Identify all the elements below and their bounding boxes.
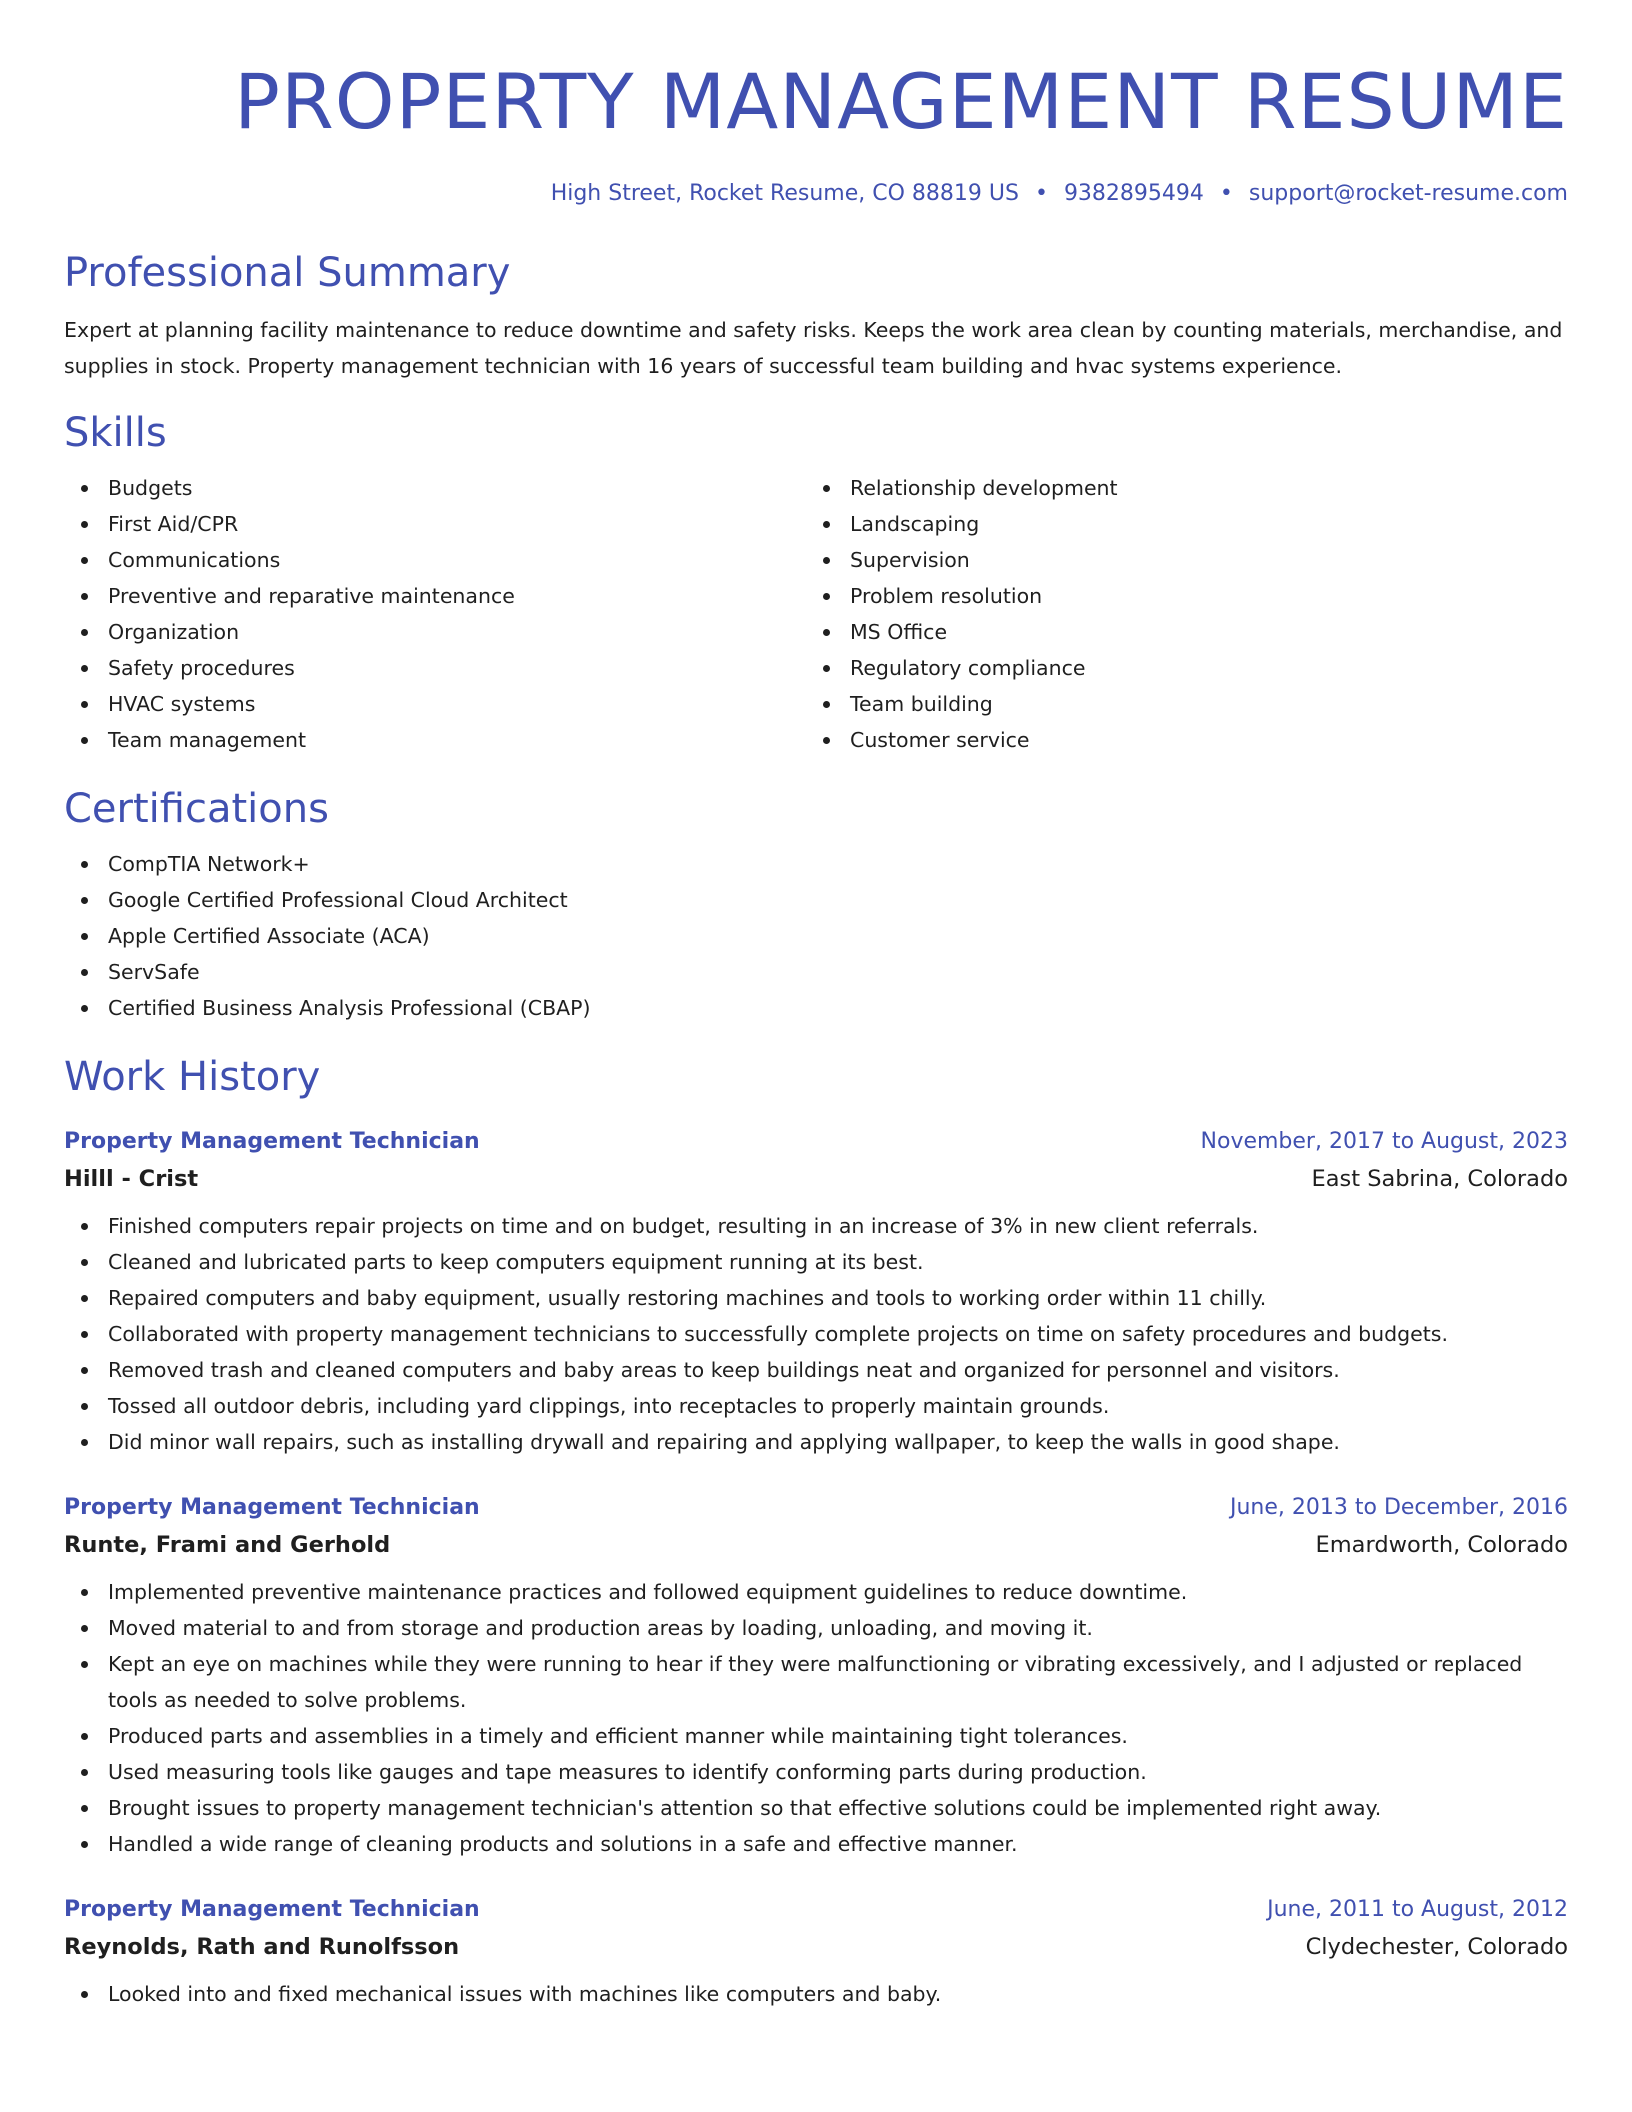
contact-separator: • — [1219, 181, 1233, 206]
resume-header — [64, 0, 1568, 210]
job-header-row — [64, 1124, 1568, 1160]
job-bullet: Collaborated with property management technicians to successfully complete projects on time on safety procedures and budgets. — [108, 1316, 1568, 1352]
job-header-row — [64, 1892, 1568, 1928]
job-bullets — [64, 1208, 1568, 1460]
job-bullet: Implemented preventive maintenance practices and followed equipment guidelines to reduce downtime. — [108, 1574, 1568, 1610]
job-entry — [64, 1490, 1568, 1862]
certification-item: CompTIA Network+ — [108, 846, 1568, 882]
skill-item: Organization — [108, 614, 806, 650]
section-title-certifications: Certifications — [64, 786, 329, 832]
section-title-summary: Professional Summary — [64, 250, 511, 296]
job-location: East Sabrina, Colorado — [1311, 1166, 1568, 1192]
section-title-work-history: Work History — [64, 1054, 321, 1100]
skill-item: Preventive and reparative maintenance — [108, 578, 806, 614]
job-bullets — [64, 1976, 1568, 2012]
section-title-skills: Skills — [64, 410, 167, 456]
contact-email[interactable]: support@rocket-resume.com — [1248, 181, 1568, 206]
job-company: Reynolds, Rath and Runolfsson — [64, 1934, 460, 1960]
job-location: Emardworth, Colorado — [1315, 1532, 1568, 1558]
skills-column-left — [64, 470, 806, 758]
job-bullet: Tossed all outdoor debris, including yard clippings, into receptacles to properly maintain grounds. — [108, 1388, 1568, 1424]
job-company: Hilll - Crist — [64, 1166, 199, 1192]
skill-item: Regulatory compliance — [850, 650, 1548, 686]
contact-line — [64, 178, 1568, 210]
certification-item: ServSafe — [108, 954, 1568, 990]
skill-item: Customer service — [850, 722, 1548, 758]
job-bullet: Kept an eye on machines while they were running to hear if they were malfunctioning or vibrating excessively, and I adjusted or replaced tools as needed to solve problems. — [108, 1646, 1568, 1718]
job-title: Property Management Technician — [64, 1129, 480, 1154]
summary-text: Expert at planning facility maintenance to reduce downtime and safety risks. Keeps the work area clean by counting materials, merchandise, and supplies in stock. Property management technician with 16 years of successful team building and hvac systems experience. — [64, 318, 1563, 378]
contact-separator: • — [1034, 181, 1048, 206]
skill-item: Team management — [108, 722, 806, 758]
certification-item: Google Certified Professional Cloud Architect — [108, 882, 1568, 918]
skills-list — [64, 470, 1568, 758]
resume-title: PROPERTY MANAGEMENT RESUME — [234, 57, 1568, 146]
skill-item: Problem resolution — [850, 578, 1548, 614]
job-bullet: Looked into and fixed mechanical issues with machines like computers and baby. — [108, 1976, 1568, 2012]
job-bullet: Finished computers repair projects on time and on budget, resulting in an increase of 3% in new client referrals. — [108, 1208, 1568, 1244]
job-company-row — [64, 1526, 1568, 1564]
skill-item: Budgets — [108, 470, 806, 506]
job-title: Property Management Technician — [64, 1897, 480, 1922]
skill-item: Landscaping — [850, 506, 1548, 542]
certifications-list — [64, 846, 1568, 1026]
job-location: Clydechester, Colorado — [1305, 1934, 1568, 1960]
job-bullet: Cleaned and lubricated parts to keep computers equipment running at its best. — [108, 1244, 1568, 1280]
job-bullet: Brought issues to property management technician's attention so that effective solutions could be implemented right away. — [108, 1790, 1568, 1826]
job-bullet: Produced parts and assemblies in a timely and efficient manner while maintaining tight tolerances. — [108, 1718, 1568, 1754]
job-company: Runte, Frami and Gerhold — [64, 1532, 391, 1558]
skill-item: Relationship development — [850, 470, 1548, 506]
skill-item: First Aid/CPR — [108, 506, 806, 542]
job-dates: November, 2017 to August, 2023 — [1200, 1129, 1568, 1154]
job-header-row — [64, 1490, 1568, 1526]
job-company-row — [64, 1160, 1568, 1198]
job-company-row — [64, 1928, 1568, 1966]
contact-phone: 9382895494 — [1063, 181, 1204, 206]
job-title: Property Management Technician — [64, 1495, 480, 1520]
certification-item: Certified Business Analysis Professional (CBAP) — [108, 990, 1568, 1026]
job-entry — [64, 1892, 1568, 2012]
certification-item: Apple Certified Associate (ACA) — [108, 918, 1568, 954]
contact-address: High Street, Rocket Resume, CO 88819 US — [550, 181, 1019, 206]
skill-item: Communications — [108, 542, 806, 578]
job-bullet: Repaired computers and baby equipment, usually restoring machines and tools to working order within 11 chilly. — [108, 1280, 1568, 1316]
resume-page — [64, 0, 1568, 2012]
skills-column-right — [806, 470, 1548, 758]
job-bullet: Handled a wide range of cleaning products and solutions in a safe and effective manner. — [108, 1826, 1568, 1862]
skill-item: MS Office — [850, 614, 1548, 650]
job-bullets — [64, 1574, 1568, 1862]
job-bullet: Did minor wall repairs, such as installing drywall and repairing and applying wallpaper, to keep the walls in good shape. — [108, 1424, 1568, 1460]
skill-item: HVAC systems — [108, 686, 806, 722]
skill-item: Safety procedures — [108, 650, 806, 686]
job-dates: June, 2013 to December, 2016 — [1229, 1495, 1568, 1520]
job-bullet: Moved material to and from storage and production areas by loading, unloading, and moving it. — [108, 1610, 1568, 1646]
job-dates: June, 2011 to August, 2012 — [1267, 1897, 1568, 1922]
skill-item: Supervision — [850, 542, 1548, 578]
skill-item: Team building — [850, 686, 1548, 722]
job-bullet: Used measuring tools like gauges and tape measures to identify conforming parts during production. — [108, 1754, 1568, 1790]
job-bullet: Removed trash and cleaned computers and baby areas to keep buildings neat and organized for personnel and visitors. — [108, 1352, 1568, 1388]
job-entry — [64, 1124, 1568, 1460]
